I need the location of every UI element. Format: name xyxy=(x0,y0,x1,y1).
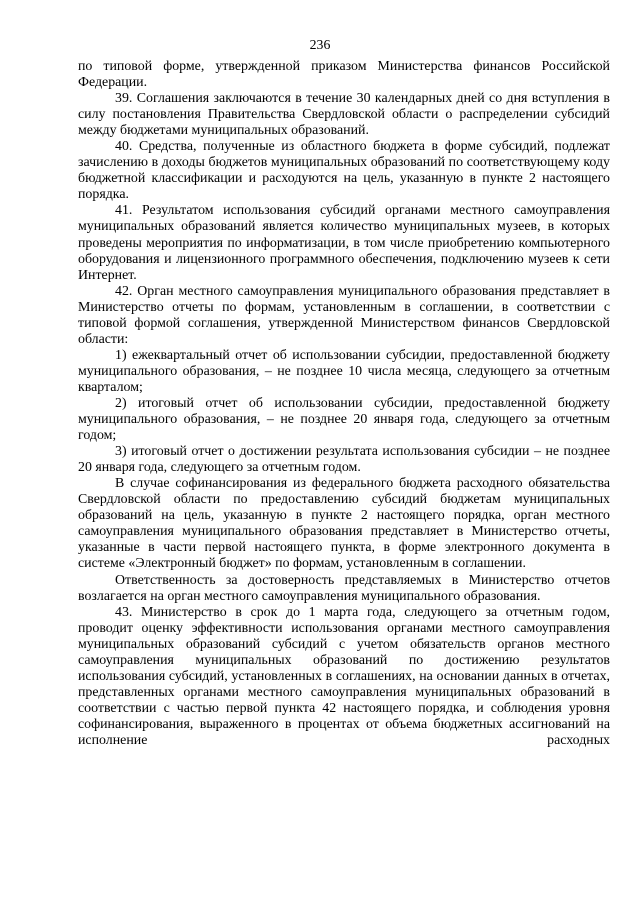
paragraph-42-item-2: 2) итоговый отчет об использовании субсидии, предоставленной бюджету муниципального образования, – не позднее 20 января года, следующего за отчетным годом; xyxy=(78,395,610,444)
paragraph-42-item-1: 1) ежеквартальный отчет об использовании субсидии, предоставленной бюджету муниципального образования, – не позднее 10 числа месяца, следующего за отчетным кварталом; xyxy=(78,347,610,395)
paragraph-42-responsibility: Ответственность за достоверность представляемых в Министерство отчетов возлагается на орган местного самоуправления муниципального образования. xyxy=(78,572,610,604)
paragraph-39: 39. Соглашения заключаются в течение 30 календарных дней со дня вступления в силу постановления Правительства Свердловской области о распределении субсидий между бюджетами муниципальных образований. xyxy=(78,91,610,139)
paragraph-41: 41. Результатом использования субсидий органами местного самоуправления муниципальных образований является количество муниципальных музеев, в которых проведены мероприятия по информатизации, в том числе приобретению компьютерного оборудования и лицензионного программного обеспечения, подключению музеев к сети Интернет. xyxy=(78,203,610,283)
paragraph-42-item-3: 3) итоговый отчет о достижении результата использования субсидии – не позднее 20 января года, следующего за отчетным годом. xyxy=(78,444,610,476)
paragraph-43: 43. Министерство в срок до 1 марта года, следующего за отчетным годом, проводит оценку эффективности использования органами местного самоуправления муниципальных образований субсидий с учетом обязательств органов местного самоуправления муниципальных образований по достижению результатов использования субсидий, установленных в соглашениях, на основании данных в отчетах, представленных органами местного самоуправления муниципальных образований в соответствии с частью первой пункта 42 настоящего порядка, и соблюдения уровня софинансирования, выраженного в процентах от объема бюджетных ассигнований на исполнение расходных xyxy=(78,604,610,748)
paragraph-continuation: по типовой форме, утвержденной приказом Министерства финансов Российской Федерации. xyxy=(78,59,610,91)
paragraph-40: 40. Средства, полученные из областного бюджета в форме субсидий, подлежат зачислению в доходы бюджетов муниципальных образований по соответствующему коду бюджетной классификации и расходуются на цель, указанную в пункте 2 настоящего порядка. xyxy=(78,139,610,203)
paragraph-42: 42. Орган местного самоуправления муниципального образования представляет в Министерство отчеты по формам, установленным в соглашении, в соответствии с типовой формой соглашения, утвержденной Министерством финансов Свердловской области: xyxy=(78,283,610,347)
page-number: 236 xyxy=(309,37,331,52)
document-body xyxy=(78,59,610,749)
paragraph-42-cofinancing: В случае софинансирования из федерального бюджета расходного обязательства Свердловской области по предоставлению субсидий бюджетам муниципальных образований на цель, указанную в пункте 2 настоящего порядка, орган местного самоуправления муниципального образования представляет в Министерство отчеты, указанные в части первой настоящего пункта, в форме электронного документа в системе «Электронный бюджет» по формам, установленным в соглашении. xyxy=(78,476,610,572)
